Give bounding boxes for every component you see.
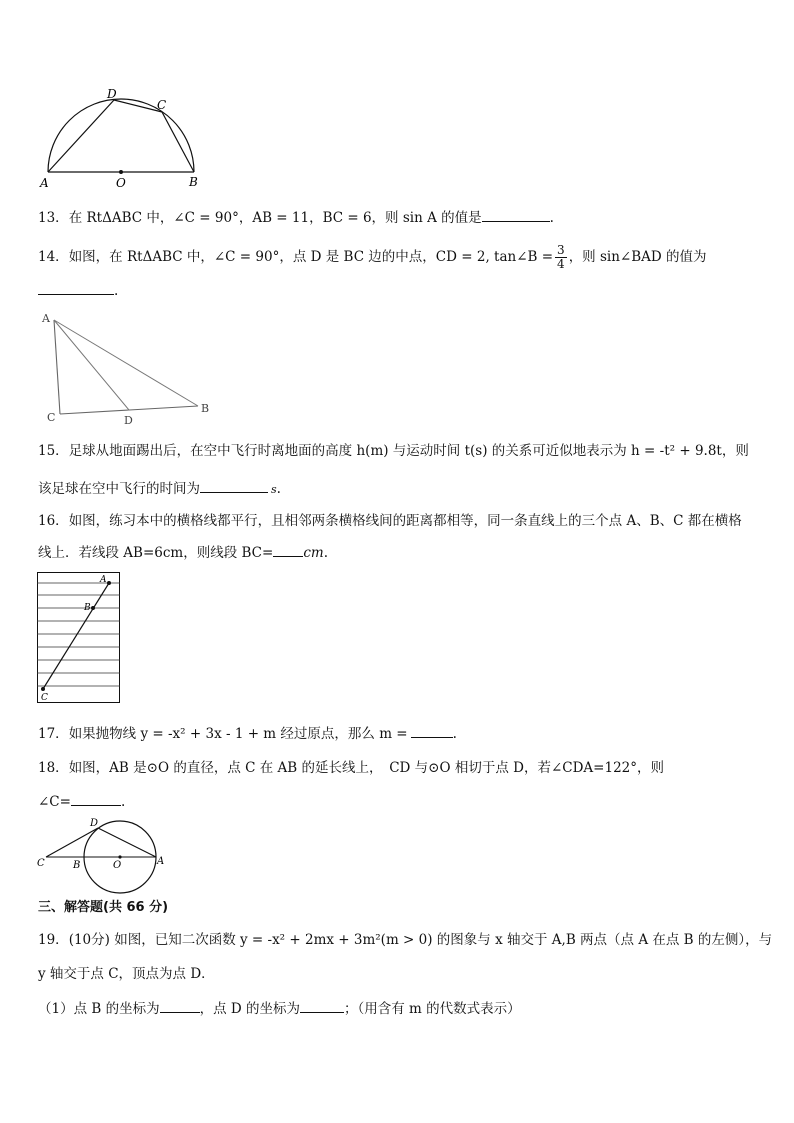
question-15-line2 xyxy=(38,478,281,499)
q15-answer-blank[interactable] xyxy=(200,478,268,493)
question-15 xyxy=(38,442,749,460)
question-19 xyxy=(38,931,772,949)
q16-number: 16． xyxy=(38,513,69,529)
label-B: B xyxy=(73,860,81,871)
label-A: A xyxy=(42,312,50,325)
q15-text: 足球从地面踢出后，在空中飞行时离地面的高度 h(m) 与运动时间 t(s) 的关系可近似地表示为 h = -t² + 9.8t，则 xyxy=(68,443,749,459)
q13-number: 13． xyxy=(38,210,69,226)
figure-triangle-abc xyxy=(38,308,218,426)
segment-AD xyxy=(54,320,129,410)
label-B: B xyxy=(84,603,91,613)
q14-text: 如图，在 RtΔABC 中，∠C = 90°，点 D 是 BC 边的中点，CD = 2, tan∠B = xyxy=(68,249,554,265)
question-19-line2 xyxy=(38,965,215,983)
q14-text2: ，则 sin∠BAD 的值为 xyxy=(568,249,707,265)
chord-DC xyxy=(114,100,162,112)
q18-answer-blank[interactable] xyxy=(71,791,121,806)
chord-CB xyxy=(162,112,194,172)
q16-end: . xyxy=(323,545,328,561)
q18-end: . xyxy=(120,794,126,810)
q16-unit: cm xyxy=(303,545,324,561)
q19-number: 19． xyxy=(38,932,69,948)
center-O xyxy=(118,855,121,858)
q15-number: 15． xyxy=(38,443,69,459)
q16-line2: 线上．若线段 AB=6cm，则线段 BC= xyxy=(38,545,274,561)
label-C: C xyxy=(41,693,48,703)
q14-frac-den: 4 xyxy=(557,257,565,271)
q19-sub1b: ，点 D 的坐标为 xyxy=(199,1001,300,1017)
side-AB xyxy=(54,320,198,406)
q19-d-coord-blank[interactable] xyxy=(300,998,344,1013)
label-C: C xyxy=(37,858,45,869)
question-17 xyxy=(38,723,457,743)
q18-number: 18． xyxy=(38,760,69,776)
q14-fraction xyxy=(555,244,567,271)
q19-b-coord-blank[interactable] xyxy=(160,998,200,1013)
q14-answer-blank[interactable] xyxy=(38,280,114,295)
q19-sub1c: ；（用含有 m 的代数式表示） xyxy=(344,1001,521,1017)
point-C xyxy=(41,687,45,691)
q19-sub1a: （1）点 B 的坐标为 xyxy=(38,1001,160,1017)
label-A: A xyxy=(40,176,49,190)
q15-unit: s xyxy=(271,483,277,496)
label-D: D xyxy=(90,818,99,829)
question-16-line2 xyxy=(38,542,328,562)
figure-circle-tangent xyxy=(34,814,174,894)
q18-line2: ∠C= xyxy=(38,794,71,810)
chord-DA xyxy=(98,828,156,857)
q14-number: 14． xyxy=(38,249,69,265)
label-B: B xyxy=(201,402,210,415)
label-C: C xyxy=(157,98,167,112)
section-heading: 三、解答题(共 66 分) xyxy=(38,900,169,915)
q16-text: 如图，练习本中的横格线都平行，且相邻两条横格线间的距离都相等，同一条直线上的三个点 A、B、C 都在横格 xyxy=(68,513,742,529)
label-O: O xyxy=(116,176,126,190)
question-19-part1 xyxy=(38,998,521,1018)
figure-notebook-lines xyxy=(37,572,121,704)
label-D: D xyxy=(107,87,117,101)
q14-end: . xyxy=(114,283,119,299)
center-point-O xyxy=(119,170,123,174)
semicircle-arc xyxy=(48,99,194,172)
q17-text: 如果抛物线 y = -x² + 3x - 1 + m 经过原点，那么 m = xyxy=(68,726,408,742)
q14-frac-num: 3 xyxy=(557,243,565,257)
q19-text: (10分) 如图，已知二次函数 y = -x² + 2mx + 3m²(m > 0) 的图象与 x 轴交于 A,B 两点（点 A 在点 B 的左侧），与 xyxy=(68,932,773,948)
q13-end: . xyxy=(549,210,554,226)
q16-answer-blank[interactable] xyxy=(273,542,303,557)
label-B: B xyxy=(189,175,198,189)
label-A: A xyxy=(157,856,165,867)
label-C: C xyxy=(47,411,56,424)
question-18-line2 xyxy=(38,791,125,811)
q17-answer-blank[interactable] xyxy=(411,723,453,738)
q17-number: 17． xyxy=(38,726,69,742)
ruled-lines xyxy=(37,583,120,686)
q13-answer-blank[interactable] xyxy=(482,207,550,222)
question-14-line2 xyxy=(38,280,118,300)
label-D: D xyxy=(124,414,133,426)
point-A xyxy=(107,581,111,585)
question-16 xyxy=(38,512,742,530)
label-A: A xyxy=(100,575,107,585)
q13-text: 在 RtΔABC 中，∠C = 90°，AB = 11，BC = 6，则 sin A 的值是 xyxy=(68,210,482,226)
side-AC xyxy=(54,320,60,414)
point-B xyxy=(91,606,95,610)
question-14 xyxy=(38,244,707,271)
figure-semicircle xyxy=(36,86,206,190)
question-13 xyxy=(38,207,554,227)
question-18 xyxy=(38,759,664,777)
notebook-border xyxy=(38,573,120,703)
label-O: O xyxy=(113,860,122,871)
tangent-CD xyxy=(46,828,98,857)
q15-end: . xyxy=(276,481,281,497)
q18-text: 如图，AB 是⊙O 的直径，点 C 在 AB 的延长线上， CD 与⊙O 相切于点 D，若∠CDA=122°，则 xyxy=(68,760,665,776)
q17-end: . xyxy=(452,726,457,742)
q19-line2: y 轴交于点 C，顶点为点 D． xyxy=(38,966,215,982)
q15-line2: 该足球在空中飞行的时间为 xyxy=(38,481,200,497)
